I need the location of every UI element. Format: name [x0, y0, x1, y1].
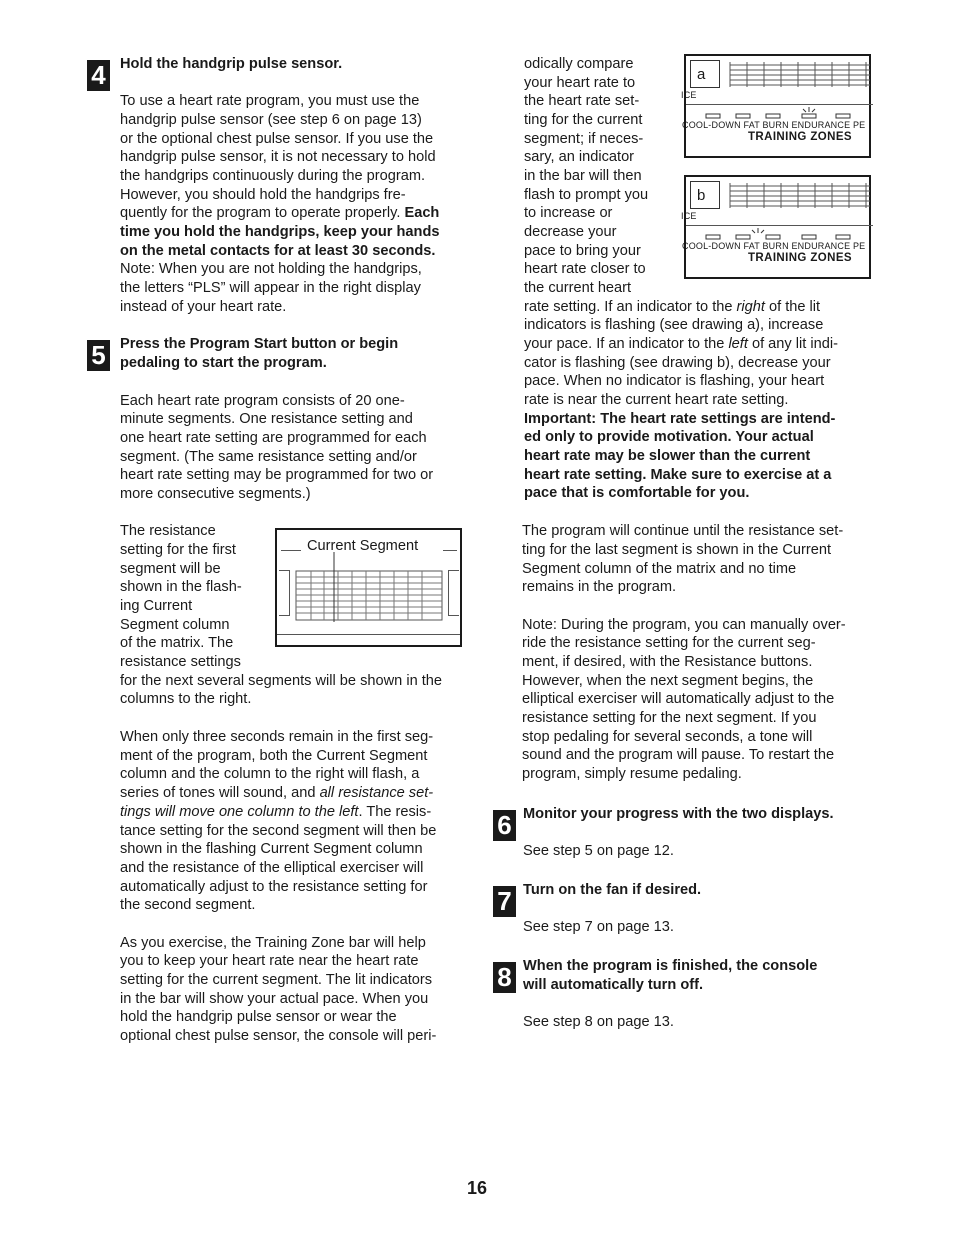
step-7-heading: Turn on the fan if desired.: [523, 882, 702, 898]
text-line: ride the resistance setting for the current seg-: [522, 635, 816, 651]
text-run: quently for the program to operate properly.: [120, 205, 405, 221]
text-line: the current heart: [524, 280, 632, 296]
figure-letter-a: [690, 60, 720, 88]
text-line: setting for the current segment. The lit indicators: [120, 972, 433, 988]
training-zone-figure-b: [681, 175, 871, 279]
current-segment-label: Current Segment: [307, 538, 419, 554]
text-line: heart rate setting may be programmed for two or: [120, 467, 434, 483]
zone-matrix-a: [730, 60, 870, 88]
matrix-bottom-line: [277, 634, 460, 635]
text-line: However, you should hold the handgrips fre-: [120, 187, 406, 203]
text-run: of the lit: [764, 299, 821, 315]
bold-text-line: heart rate may be slower than the current: [524, 448, 811, 464]
step-7-text: See step 7 on page 13.: [523, 919, 674, 935]
text-line: minute segments. One resistance setting and: [120, 411, 413, 427]
step-8-heading: will automatically turn off.: [523, 977, 704, 993]
text-line: resistance settings: [120, 654, 241, 670]
current-segment-figure: [275, 528, 462, 647]
text-line: column and the column to the right will flash, a: [120, 766, 420, 782]
text-line: [120, 784, 433, 803]
text-line: and the resistance of the elliptical exerciser will: [120, 860, 424, 876]
text-line: cator is flashing (see drawing b), decrease your: [524, 355, 831, 371]
text-line: columns to the right.: [120, 691, 252, 707]
resistance-matrix: [295, 570, 445, 622]
text-run: . The resis-: [358, 804, 432, 820]
text-line: Note: When you are not holding the handgrips,: [120, 261, 422, 277]
zone-matrix-b: [730, 181, 870, 209]
training-zones-title: TRAINING ZONES: [748, 252, 852, 264]
text-line: indicators is flashing (see drawing a), increase: [524, 317, 824, 333]
text-run: your pace. If an indicator to the: [524, 336, 729, 352]
text-line: As you exercise, the Training Zone bar will help: [120, 935, 426, 951]
step-6-badge: 6: [493, 810, 516, 841]
text-run: series of tones will sound, and: [120, 785, 320, 801]
step-8-text: See step 8 on page 13.: [523, 1014, 674, 1030]
side-bracket-left: [279, 570, 290, 616]
text-line: [524, 335, 838, 354]
text-run: of any lit indi-: [747, 336, 838, 352]
side-label: ICE: [681, 211, 697, 221]
text-line: sound and the program will pause. To restart the: [522, 747, 835, 763]
text-line: shown in the flashing Current Segment column: [120, 841, 423, 857]
step-6-text: See step 5 on page 12.: [523, 843, 674, 859]
italic-text-run: all resistance set-: [319, 785, 434, 801]
text-line: optional chest pulse sensor, the console will peri-: [120, 1028, 437, 1044]
text-line: for the next several segments will be shown in the: [120, 673, 443, 689]
side-label: ICE: [681, 90, 697, 100]
text-line: the second segment.: [120, 897, 256, 913]
text-line: ting for the current: [524, 112, 643, 128]
text-line: or the optional chest pulse sensor. If you use the: [120, 131, 434, 147]
text-line: decrease your: [524, 224, 617, 240]
text-line: the heart rate set-: [524, 93, 640, 109]
text-line: in the bar will show your actual pace. When you: [120, 991, 429, 1007]
zone-labels: COOL-DOWN FAT BURN ENDURANCE PE: [682, 120, 866, 130]
text-line: [120, 803, 431, 822]
text-line: odically compare: [524, 56, 634, 72]
figure-letter-b: [690, 181, 720, 209]
text-line: handgrip pulse sensor, it is not necessary to hold: [120, 149, 436, 165]
text-line: heart rate closer to: [524, 261, 646, 277]
text-line: automatically adjust to the resistance setting for: [120, 879, 428, 895]
text-line: Segment column: [120, 617, 230, 633]
text-line: [120, 204, 439, 223]
bold-text-line: ed only to provide motivation. Your actual: [524, 429, 814, 445]
divider-line: [686, 225, 873, 226]
bold-text-line: time you hold the handgrips, keep your hands: [120, 224, 440, 240]
step-5-heading: pedaling to start the program.: [120, 355, 327, 371]
text-line: of the matrix. The: [120, 635, 234, 651]
text-line: in the bar will then: [524, 168, 642, 184]
text-line: setting for the first: [120, 542, 236, 558]
bracket-line: [281, 550, 301, 551]
divider-line: [686, 104, 873, 105]
figure-letter: b: [697, 187, 706, 204]
text-line: ting for the last segment is shown in the Current: [522, 542, 832, 558]
text-line: segment. (The same resistance setting and/or: [120, 449, 417, 465]
step-4-heading: Hold the handgrip pulse sensor.: [120, 56, 343, 72]
text-line: The resistance: [120, 523, 216, 539]
text-line: handgrip pulse sensor (see step 6 on page 13): [120, 112, 422, 128]
step-7-badge: 7: [493, 886, 516, 917]
training-zone-figure-a: [681, 54, 871, 158]
italic-text-run: tings will move one column to the left: [120, 804, 359, 820]
bold-text-run: Each: [404, 205, 440, 221]
text-line: However, when the next segment begins, the: [522, 673, 814, 689]
text-line: To use a heart rate program, you must use the: [120, 93, 420, 109]
zone-labels: COOL-DOWN FAT BURN ENDURANCE PE: [682, 241, 866, 251]
text-line: shown in the flash-: [120, 579, 242, 595]
text-line: remains in the program.: [522, 579, 677, 595]
bracket-line: [443, 550, 457, 551]
italic-text-run: right: [736, 299, 765, 315]
step-5-badge: 5: [87, 340, 110, 371]
text-line: pace. When no indicator is flashing, your heart: [524, 373, 825, 389]
text-line: tance setting for the second segment will then be: [120, 823, 437, 839]
text-line: the handgrips continuously during the program.: [120, 168, 426, 184]
text-line: rate is near the current heart rate setting.: [524, 392, 789, 408]
text-line: When only three seconds remain in the first seg-: [120, 729, 434, 745]
text-line: Segment column of the matrix and no time: [522, 561, 797, 577]
text-line: pace to bring your: [524, 243, 641, 259]
figure-letter: a: [697, 66, 706, 83]
text-line: Note: During the program, you can manually over-: [522, 617, 846, 633]
text-run: rate setting. If an indicator to the: [524, 299, 737, 315]
italic-text-run: left: [728, 336, 748, 352]
bold-text-line: heart rate setting. Make sure to exercise at a: [524, 467, 832, 483]
text-line: segment will be: [120, 561, 221, 577]
text-line: ment, if desired, with the Resistance buttons.: [522, 654, 813, 670]
page-number: 16: [467, 1178, 488, 1198]
step-5-heading: Press the Program Start button or begin: [120, 336, 399, 352]
text-line: Each heart rate program consists of 20 one-: [120, 393, 405, 409]
text-line: The program will continue until the resistance set-: [522, 523, 844, 539]
text-line: elliptical exerciser will automatically adjust to the: [522, 691, 835, 707]
bold-text-line: pace that is comfortable for you.: [524, 485, 750, 501]
step-8-heading: When the program is finished, the console: [523, 958, 818, 974]
text-line: [524, 298, 820, 317]
step-8-badge: 8: [493, 962, 516, 993]
text-line: flash to prompt you: [524, 187, 649, 203]
text-line: to increase or: [524, 205, 613, 221]
step-6-heading: Monitor your progress with the two displays.: [523, 806, 834, 822]
side-bracket-right: [448, 570, 459, 616]
text-line: resistance setting for the next segment. If you: [522, 710, 817, 726]
text-line: ing Current: [120, 598, 193, 614]
text-line: you to keep your heart rate near the heart rate: [120, 953, 419, 969]
text-line: stop pedaling for several seconds, a tone will: [522, 729, 813, 745]
text-line: ment of the program, both the Current Segment: [120, 748, 428, 764]
text-line: program, simply resume pedaling.: [522, 766, 742, 782]
step-4-badge: 4: [87, 60, 110, 91]
bold-text-line: Important: The heart rate settings are intend-: [524, 411, 836, 427]
text-line: sary, an indicator: [524, 149, 635, 165]
text-line: segment; if neces-: [524, 131, 644, 147]
bold-text-line: on the metal contacts for at least 30 seconds.: [120, 243, 436, 259]
text-line: the letters “PLS” will appear in the right display: [120, 280, 421, 296]
text-line: hold the handgrip pulse sensor or wear the: [120, 1009, 397, 1025]
text-line: more consecutive segments.): [120, 486, 311, 502]
training-zones-title: TRAINING ZONES: [748, 131, 852, 143]
text-line: your heart rate to: [524, 75, 636, 91]
text-line: instead of your heart rate.: [120, 299, 287, 315]
text-line: one heart rate setting are programmed for each: [120, 430, 427, 446]
